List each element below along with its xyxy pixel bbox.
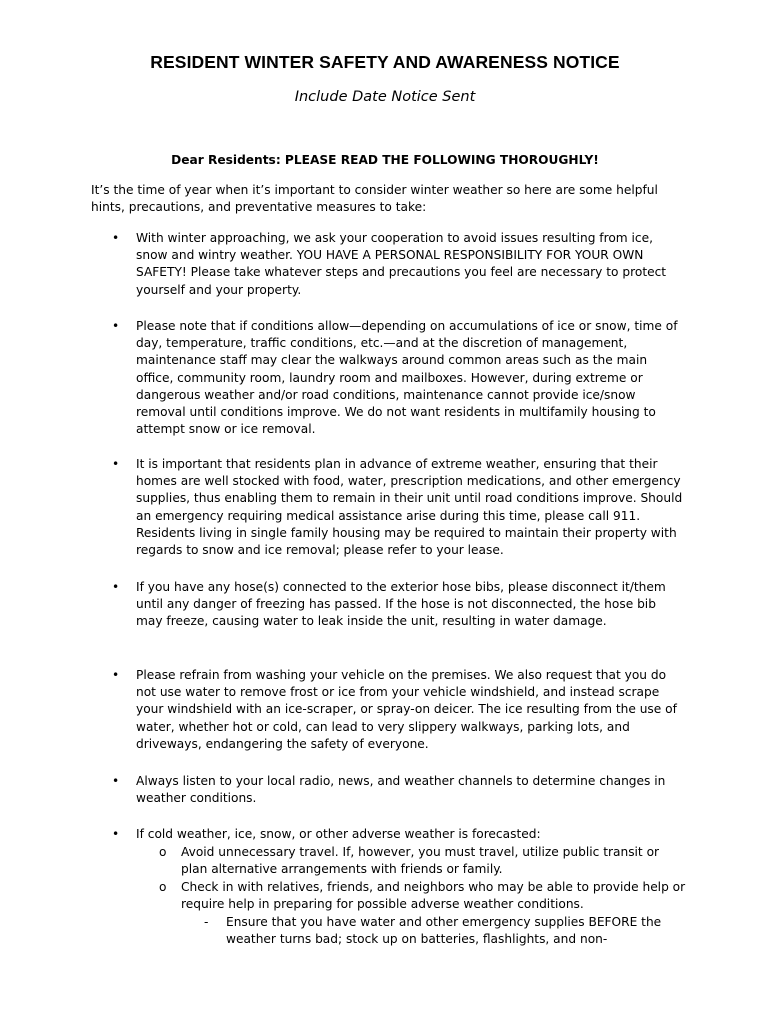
list-item-text: Always listen to your local radio, news, and weather channels to determine changes in weather conditions. bbox=[136, 774, 666, 806]
list-item bbox=[112, 318, 684, 438]
sub-list-item bbox=[159, 879, 686, 913]
bullet-icon: • bbox=[112, 457, 120, 471]
circle-bullet-icon: o bbox=[159, 880, 167, 894]
list-item bbox=[112, 667, 684, 753]
date-subtitle: Include Date Notice Sent bbox=[294, 89, 476, 105]
list-item-text: Please refrain from washing your vehicle on the premises. We also request that you do not use water to remove frost or ice from your vehicle windshield, and instead scrape your windshield with an ice-scraper, or spray-on deicer. The ice resulting from the use of water, whether hot or cold, can lead to very slippery walkways, parking lots, and driveways, endangering the safety of everyone. bbox=[136, 668, 677, 751]
list-item-text: If you have any hose(s) connected to the exterior hose bibs, please disconnect it/them until any danger of freezing has passed. If the hose is not disconnected, the hose bib may freeze, causing water to leak inside the unit, resulting in water damage. bbox=[136, 580, 666, 629]
list-item bbox=[112, 456, 684, 559]
bullet-icon: • bbox=[112, 827, 120, 841]
page-title: RESIDENT WINTER SAFETY AND AWARENESS NOTICE bbox=[150, 52, 620, 72]
list-item bbox=[112, 773, 684, 807]
bullet-icon: • bbox=[112, 231, 120, 245]
salutation: Dear Residents: PLEASE READ THE FOLLOWING THOROUGHLY! bbox=[171, 153, 599, 167]
list-item bbox=[112, 579, 684, 631]
bullet-icon: • bbox=[112, 668, 120, 682]
bullet-icon: • bbox=[112, 580, 120, 594]
sub-list-item-text: Avoid unnecessary travel. If, however, you must travel, utilize public transit or plan alternative arrangements with friends or family. bbox=[181, 845, 660, 877]
intro-paragraph: It’s the time of year when it’s important to consider winter weather so here are some helpful hints, precautions, and preventative measures to take: bbox=[91, 183, 658, 215]
bullet-icon: • bbox=[112, 319, 120, 333]
list-item-text: If cold weather, ice, snow, or other adverse weather is forecasted: bbox=[136, 827, 541, 841]
list-item-text: Please note that if conditions allow—depending on accumulations of ice or snow, time of day, temperature, traffic conditions, etc.—and at the discretion of management, maintenance staff may clear the walkways around common areas such as the main office, community room, laundry room and mailboxes. However, during extreme or dangerous weather and/or road conditions, maintenance cannot provide ice/snow removal until conditions improve. We do not want residents in multifamily housing to attempt snow or ice removal. bbox=[136, 319, 678, 437]
list-item-text: With winter approaching, we ask your cooperation to avoid issues resulting from ice, snow and wintry weather. YOU HAVE A PERSONAL RESPONSIBILITY FOR YOUR OWN SAFETY! Please take whatever steps and precautions you feel are necessary to protect yourself and your property. bbox=[136, 231, 667, 297]
dash-bullet-icon: - bbox=[204, 915, 209, 929]
sub-sub-list-item-text: Ensure that you have water and other emergency supplies BEFORE the weather turns bad; stock up on batteries, flashlights, and non- bbox=[226, 915, 662, 947]
sub-list-item bbox=[159, 844, 686, 878]
circle-bullet-icon: o bbox=[159, 845, 167, 859]
sub-list-item-text: Check in with relatives, friends, and neighbors who may be able to provide help or require help in preparing for possible adverse weather conditions. bbox=[181, 880, 686, 912]
list-item bbox=[112, 230, 684, 299]
list-item bbox=[112, 826, 684, 843]
sub-sub-list-item bbox=[204, 914, 686, 948]
list-item-text: It is important that residents plan in advance of extreme weather, ensuring that their homes are well stocked with food, water, prescription medications, and other emergency supplies, thus enabling them to remain in their unit until road conditions improve. Should an emergency requiring medical assistance arise during this time, please call 911. Residents living in single family housing may be required to maintain their property with regards to snow and ice removal; please refer to your lease. bbox=[136, 457, 683, 558]
bullet-icon: • bbox=[112, 774, 120, 788]
